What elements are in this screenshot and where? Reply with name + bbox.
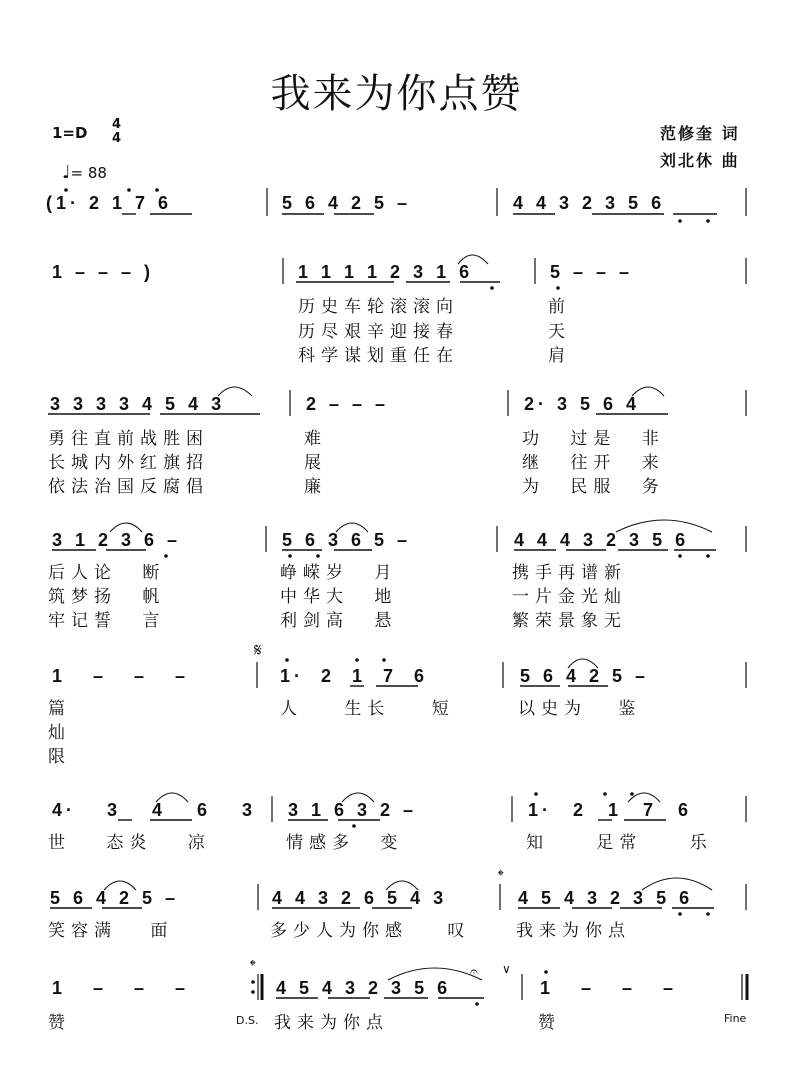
lyric-line: 历史车轮滚滚向 bbox=[298, 297, 459, 317]
measure: 4 4 4 3 2 3 5 6 bbox=[514, 530, 690, 550]
coda-icon-2: 𝄌 bbox=[250, 956, 256, 975]
lyric-line: 牢记誓 言 bbox=[48, 611, 166, 631]
time-signature: 4 4 bbox=[112, 117, 122, 146]
lyric-line: 难 bbox=[304, 429, 327, 449]
measure: 5 6 4 2 5 – bbox=[520, 666, 650, 686]
lyric-line: 中华大 地 bbox=[280, 587, 398, 607]
lyric-line: 勇往直前战胜困 bbox=[48, 429, 209, 449]
lyric-line: 限 bbox=[48, 747, 71, 767]
lyric-line: 后人论 断 bbox=[48, 563, 166, 583]
measure: 1 – – – ) bbox=[52, 262, 155, 282]
measure: 4 4 3 2 3 5 6 bbox=[513, 193, 666, 213]
measure: 3 1 2 3 6 – bbox=[52, 530, 182, 550]
measure: 3 1 6 3 2 – bbox=[288, 800, 418, 820]
lyric-line: 以史为 鉴 bbox=[518, 699, 642, 719]
measure: (1· 2 1 7 6 bbox=[46, 193, 173, 213]
lyric-line: 依法治国反腐倡 bbox=[48, 477, 209, 497]
lyric-line: 情感多 变 bbox=[286, 833, 404, 853]
fine-marking: Fine bbox=[724, 1012, 747, 1025]
lyric-line: 篇 bbox=[48, 699, 71, 719]
measure: 5 – – – bbox=[550, 262, 634, 282]
lyric-line: 筑梦扬 帆 bbox=[48, 587, 166, 607]
key-signature: 1=D bbox=[52, 124, 88, 142]
composer-credit: 刘北休 曲 bbox=[660, 151, 740, 170]
measure: 1 – – – bbox=[52, 666, 190, 686]
segno-icon: 𝄋 bbox=[254, 640, 262, 661]
measure: 5 6 4 2 5 – bbox=[282, 193, 412, 213]
lyric-line: 人 生长 短 bbox=[280, 699, 455, 719]
measure: 4 4 3 2 6 5 4 3 bbox=[272, 888, 448, 908]
ds-marking: D.S. bbox=[236, 1014, 259, 1027]
lyric-line: 我来为你点 bbox=[516, 921, 631, 941]
lyric-line: 携手再谱新 bbox=[512, 563, 627, 583]
lyricist-credit: 范修奎 词 bbox=[660, 124, 740, 143]
measure: 2 – – – bbox=[306, 394, 390, 414]
lyric-line: 知 足常 乐 bbox=[526, 833, 713, 853]
measure: 1· 2 1 7 6 bbox=[528, 800, 693, 820]
lyric-line: 赞 bbox=[538, 1013, 561, 1033]
lyric-line: 峥嵘岁 月 bbox=[280, 563, 398, 583]
lyric-line: 科学谋划重任在 bbox=[298, 346, 459, 366]
breath-mark-icon: ∨ bbox=[502, 962, 511, 976]
lyric-line: 灿 bbox=[48, 723, 71, 743]
measure: 5 6 3 6 5 – bbox=[282, 530, 412, 550]
lyric-line: 功 过是 非 bbox=[522, 429, 665, 449]
measure: 3 3 3 3 4 5 4 3 bbox=[50, 394, 226, 414]
tempo-marking: ♩= 88 bbox=[62, 162, 107, 183]
measure: 1· 2 1 7 6 bbox=[280, 666, 429, 686]
lyric-line: 繁荣景象无 bbox=[512, 611, 627, 631]
lyric-line: 笑容满 面 bbox=[48, 921, 174, 941]
lyric-line: 利剑高 悬 bbox=[280, 611, 398, 631]
lyric-line: 历尽艰辛迎接春 bbox=[298, 322, 459, 342]
lyric-line: 多少人为你感 叹 bbox=[270, 921, 471, 941]
lyric-line: 一片金光灿 bbox=[512, 587, 627, 607]
lyric-line: 继 往开 来 bbox=[522, 453, 665, 473]
measure: 1 – – – bbox=[540, 978, 678, 998]
lyric-line: 前 bbox=[548, 297, 571, 317]
quarter-note-icon: ♩ bbox=[62, 162, 71, 183]
coda-icon: 𝄌 bbox=[498, 866, 504, 885]
fermata-icon: 𝄐 bbox=[470, 964, 478, 980]
lyric-line: 世 态炎 凉 bbox=[48, 833, 211, 853]
lyric-line: 肩 bbox=[548, 346, 571, 366]
measure: 4· 3 4 6 3 bbox=[52, 800, 257, 820]
measure: 1 – – – bbox=[52, 978, 190, 998]
measure: 4 5 4 3 2 3 5 6 bbox=[276, 978, 452, 998]
lyric-line: 廉 bbox=[304, 477, 327, 497]
lyric-line: 为 民服 务 bbox=[522, 477, 665, 497]
lyric-line: 赞 bbox=[48, 1013, 71, 1033]
lyric-line: 天 bbox=[548, 322, 571, 342]
lyric-line: 我来为你点 bbox=[274, 1013, 389, 1033]
lyric-line: 展 bbox=[304, 453, 327, 473]
measure: 1 1 1 1 2 3 1 6 bbox=[298, 262, 474, 282]
measure: 4 5 4 3 2 3 5 6 bbox=[518, 888, 694, 908]
measure: 2· 3 5 6 4 bbox=[524, 394, 641, 414]
song-title: 我来为你点赞 bbox=[270, 71, 523, 117]
lyric-line: 长城内外红旗招 bbox=[48, 453, 209, 473]
measure: 5 6 4 2 5 – bbox=[50, 888, 180, 908]
